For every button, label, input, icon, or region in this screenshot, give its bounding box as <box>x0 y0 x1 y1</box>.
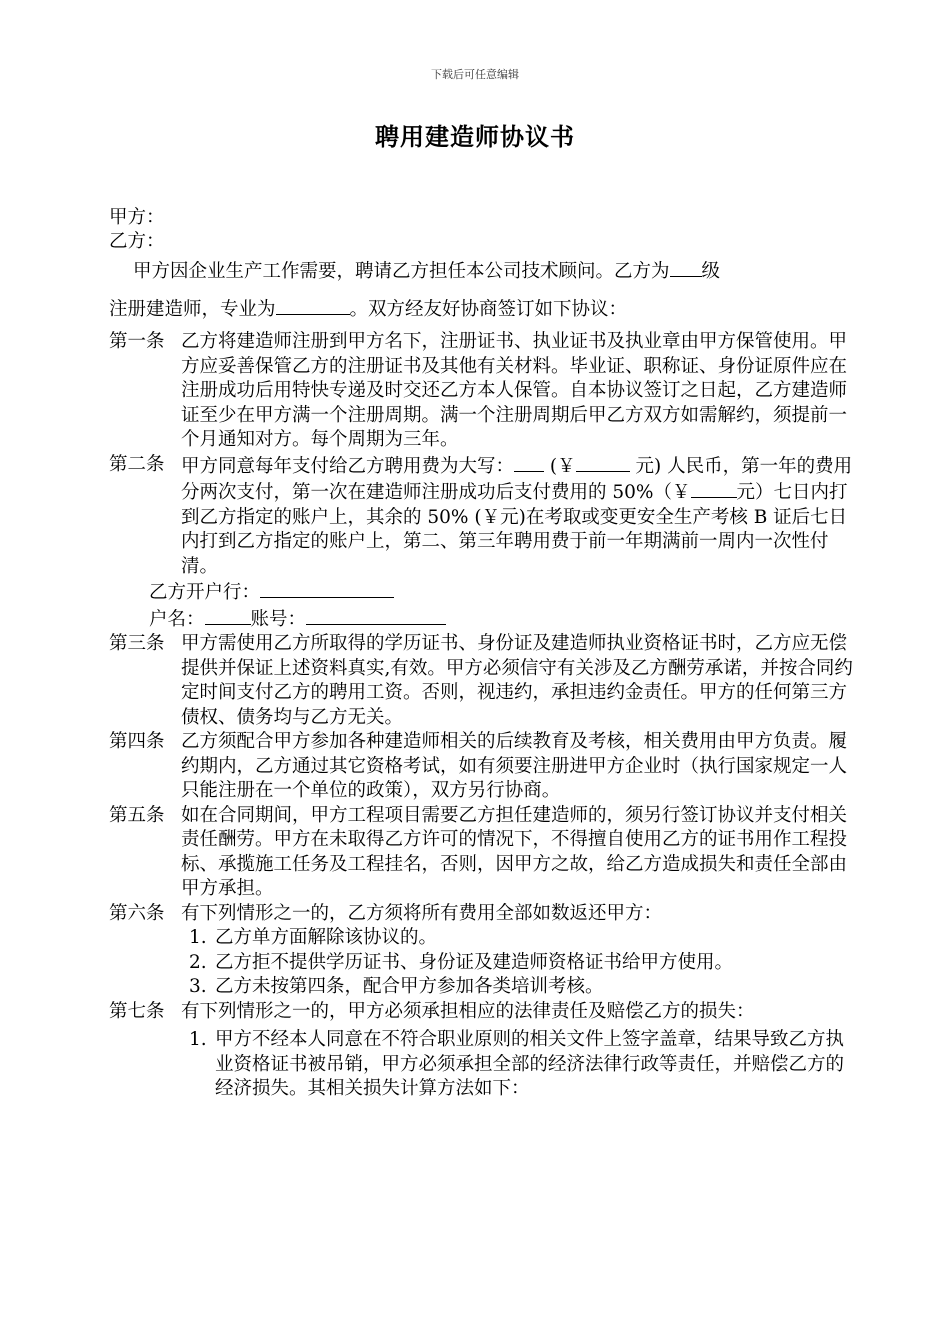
intro-text-4: 。双方经友好协商签订如下协议： <box>349 299 628 320</box>
account-name-blank[interactable] <box>205 606 251 625</box>
article-4 <box>109 730 859 804</box>
fee-uppercase-blank[interactable] <box>514 453 544 472</box>
document-title: 聘用建造师协议书 <box>375 122 575 151</box>
article-5-text: 如在合同期间，甲方工程项目需要乙方担任建造师的，须另行签订协议并支付相关责任酬劳。甲方在未取得乙方许可的情况下，不得擅自使用乙方的证书用作工程投标、承揽施工任务及工程挂名，否则，因甲方之故，给乙方造成损失和责任全部由甲方承担。 <box>181 804 848 899</box>
intro-text-3: 注册建造师，专业为 <box>109 299 276 320</box>
account-name-label: 户名： <box>149 608 205 630</box>
document-body <box>109 206 859 1102</box>
article-3-label: 第三条 <box>109 633 165 654</box>
article-4-text: 乙方须配合甲方参加各种建造师相关的后续教育及考核，相关费用由甲方负责。履约期内，乙方通过其它资格考试，如有须要注册进甲方企业时（执行国家规定一人只能注册在一个单位的政策），双方另行协商。 <box>181 731 848 801</box>
list-item-text: 乙方单方面解除该协议的。 <box>215 927 438 948</box>
article-6 <box>109 902 859 927</box>
article-2-part-4: 元）七日内打到乙方指定的账户上，其余的 50% (￥元)在考取或变更安全生产考核 B 证后七日内打到乙方指定的账户上，第二、第三年聘用费于前一年期满前一周内一次性付清。 <box>181 482 848 577</box>
article-2 <box>109 453 859 580</box>
account-line <box>109 606 859 633</box>
grade-blank[interactable] <box>670 258 702 277</box>
list-item-number: 3. <box>189 976 207 997</box>
list-item <box>109 975 859 1000</box>
account-number-label: 账号： <box>250 608 307 630</box>
list-item <box>109 951 859 976</box>
article-2-part-2: (￥ <box>544 455 576 477</box>
list-item <box>109 1028 859 1102</box>
intro-line-2 <box>109 296 859 322</box>
article-7 <box>109 1000 859 1025</box>
article-1-label: 第一条 <box>109 331 165 352</box>
account-number-blank[interactable] <box>306 606 446 625</box>
bank-blank[interactable] <box>260 579 394 598</box>
bank-label: 乙方开户行： <box>149 582 261 603</box>
party-a-line: 甲方： <box>109 207 165 228</box>
article-2-part-3: 元) 人民币，第一年的费用分两次支付，第一次在建造师注册成功后支付费用的 50%（￥ <box>181 455 853 503</box>
bank-line <box>109 579 859 606</box>
fee-amount-blank[interactable] <box>576 453 630 472</box>
article-6-label: 第六条 <box>109 902 165 924</box>
list-item-number: 2. <box>189 951 207 973</box>
list-item <box>109 926 859 951</box>
article-2-label: 第二条 <box>109 453 165 475</box>
article-3 <box>109 632 859 730</box>
article-2-text <box>181 453 859 580</box>
first-payment-blank[interactable] <box>691 479 737 498</box>
intro-text-1: 甲方因企业生产工作需要，聘请乙方担任本公司技术顾问。乙方为 <box>133 261 670 282</box>
list-item-text: 甲方不经本人同意在不符合职业原则的相关文件上签字盖章，结果导致乙方执业资格证书被吊销，甲方必须承担全部的经济法律行政等责任，并赔偿乙方的经济损失。其相关损失计算方法如下： <box>215 1029 845 1099</box>
article-5 <box>109 804 859 902</box>
specialty-blank[interactable] <box>276 296 350 315</box>
party-b-line: 乙方： <box>109 231 165 252</box>
intro-line-1 <box>109 258 859 284</box>
article-4-label: 第四条 <box>109 731 165 752</box>
article-1 <box>109 330 859 453</box>
article-1-text: 乙方将建造师注册到甲方名下，注册证书、执业证书及执业章由甲方保管使用。甲方应妥善保管乙方的注册证书及其他有关材料。毕业证、职称证、身份证原件应在注册成功后用特快专递及时交还乙方本人保管。自本协议签订之日起，乙方建造师证至少在甲方满一个注册周期。满一个注册周期后甲乙方双方如需解约，须提前一个月通知对方。每个周期为三年。 <box>181 331 848 450</box>
article-7-text: 有下列情形之一的，甲方必须承担相应的法律责任及赔偿乙方的损失： <box>181 1000 755 1022</box>
article-5-label: 第五条 <box>109 804 165 826</box>
article-2-part-1: 甲方同意每年支付给乙方聘用费为大写： <box>181 455 515 477</box>
article-6-text: 有下列情形之一的，乙方须将所有费用全部如数返还甲方： <box>181 902 663 924</box>
list-item-number: 1. <box>189 927 207 948</box>
header-note: 下载后可任意编辑 <box>431 68 519 81</box>
list-item-text: 乙方未按第四条，配合甲方参加各类培训考核。 <box>215 976 604 997</box>
list-item-text: 乙方拒不提供学历证书、身份证及建造师资格证书给甲方使用。 <box>215 951 734 973</box>
intro-text-2: 级 <box>701 261 721 282</box>
article-3-text: 甲方需使用乙方所取得的学历证书、身份证及建造师执业资格证书时，乙方应无偿提供并保证上述资料真实,有效。甲方必须信守有关涉及乙方酬劳承诺，并按合同约定时间支付乙方的聘用工资。否则，视违约，承担违约金责任。甲方的任何第三方债权、债务均与乙方无关。 <box>181 633 853 728</box>
article-7-label: 第七条 <box>109 1000 165 1022</box>
list-item-number: 1. <box>189 1029 207 1050</box>
